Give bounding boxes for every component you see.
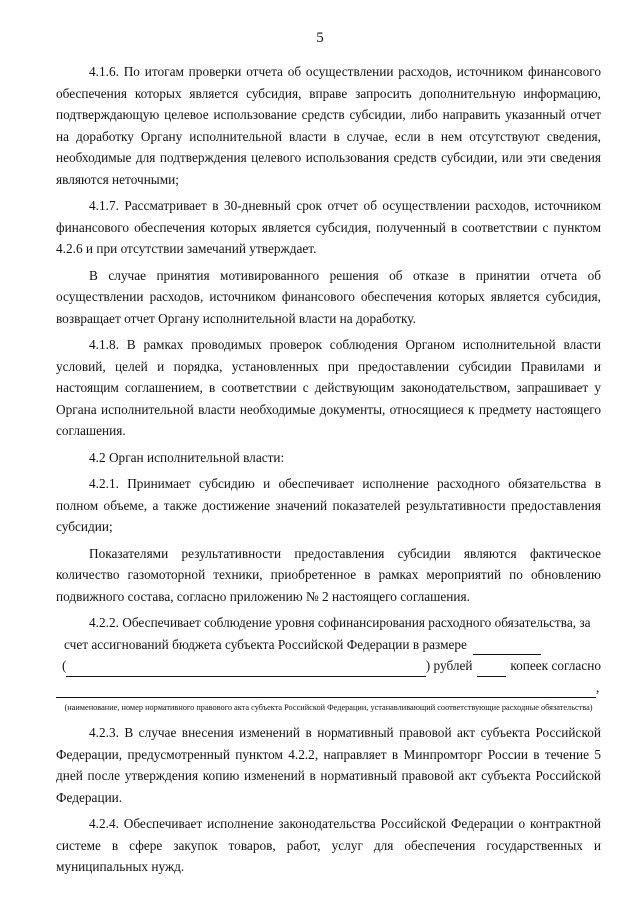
- paragraph-4-1-8: 4.1.8. В рамках проводимых проверок соблюдения Органом исполнительной власти условий, целей и порядка, установленных при предоставлении субсидии Правилами и настоящим соглашением, в соответствии с действующим законодательством, запрашивает у Органа исполнительной власти необходимые документы, относящиеся к предмету настоящего соглашения.: [56, 337, 601, 438]
- kopecks-blank: [477, 662, 507, 677]
- paragraph-4-2-2-line1: 4.2.2. Обеспечивает соблюдение уровня софинансирования расходного обязательства, за: [89, 615, 591, 630]
- paragraph-4-2: 4.2 Орган исполнительной власти:: [89, 449, 285, 465]
- act-name-comma: ,: [596, 679, 600, 695]
- amount-prefix: счет ассигнований бюджета субъекта Российской Федерации в размере: [64, 636, 467, 652]
- paragraph-4-2-2-line3: [62, 655, 601, 677]
- document-body: [56, 61, 601, 883]
- amount-words-open: (: [62, 658, 67, 673]
- paragraph-4-2-1: 4.2.1. Принимает субсидию и обеспечивает исполнение расходного обязательства в полном объеме, а также достижение значений показателей результативности предоставления субсидии;: [56, 476, 601, 534]
- page-number: 5: [316, 30, 324, 46]
- act-name-note: (наименование, номер нормативного правового акта субъекта Российской Федерации, устанавливающий соответствующие расходные обязательства): [64, 703, 593, 712]
- rubles-label: ) рублей: [425, 658, 473, 673]
- paragraph-4-2-4: 4.2.4. Обеспечивает исполнение законодательства Российской Федерации о контрактной системе в сфере закупок товаров, работ, услуг для обеспечения государственных и муниципальных нужд.: [56, 816, 601, 874]
- paragraph-4-1-6: 4.1.6. По итогам проверки отчета об осуществлении расходов, источником финансового обеспечения которых является субсидия, вправе запросить дополнительную информацию, подтверждающую целевое использование средств субсидии, либо направить указанный отчет на доработку Органу исполнительной власти в случае, если в нем отсутствуют сведения, необходимые для подтверждения целевого использования средств субсидии, или эти сведения являются неточными;: [56, 64, 601, 187]
- amount-words-blank: [66, 662, 425, 677]
- paragraph-4-1-7: 4.1.7. Рассматривает в 30-дневный срок отчет об осуществлении расходов, источником финансового обеспечения которых является субсидия, полученный в соответствии с пунктом 4.2.6 и при отсутствии замечаний утверждает.: [56, 198, 601, 256]
- kopecks-label: копеек согласно: [510, 658, 601, 673]
- paragraph-4-2-1-indicators: Показателями результативности предоставления субсидии являются фактическое количество газомоторной техники, приобретенное в рамках мероприятий по обновлению подвижного состава, согласно приложению № 2 настоящего соглашения.: [56, 545, 601, 604]
- paragraph-4-1-7-refusal: В случае принятия мотивированного решения об отказе в принятии отчета об осуществлении расходов, источником финансового обеспечения которых является субсидия, возвращает отчет Органу исполнительной власти на доработку.: [56, 267, 601, 326]
- amount-blank: [473, 640, 541, 655]
- act-name-line: [56, 677, 601, 699]
- paragraph-4-2-3: 4.2.3. В случае внесения изменений в нормативный правовой акт субъекта Российской Федерации, предусмотренный пунктом 4.2.2, направляет в Минпромторг России в течение 5 дней после утверждения копию изменений в нормативный правовой акт субъекта Российской Федерации.: [56, 725, 601, 805]
- paragraph-4-2-2-line2: [64, 634, 601, 656]
- act-name-blank: [56, 683, 596, 698]
